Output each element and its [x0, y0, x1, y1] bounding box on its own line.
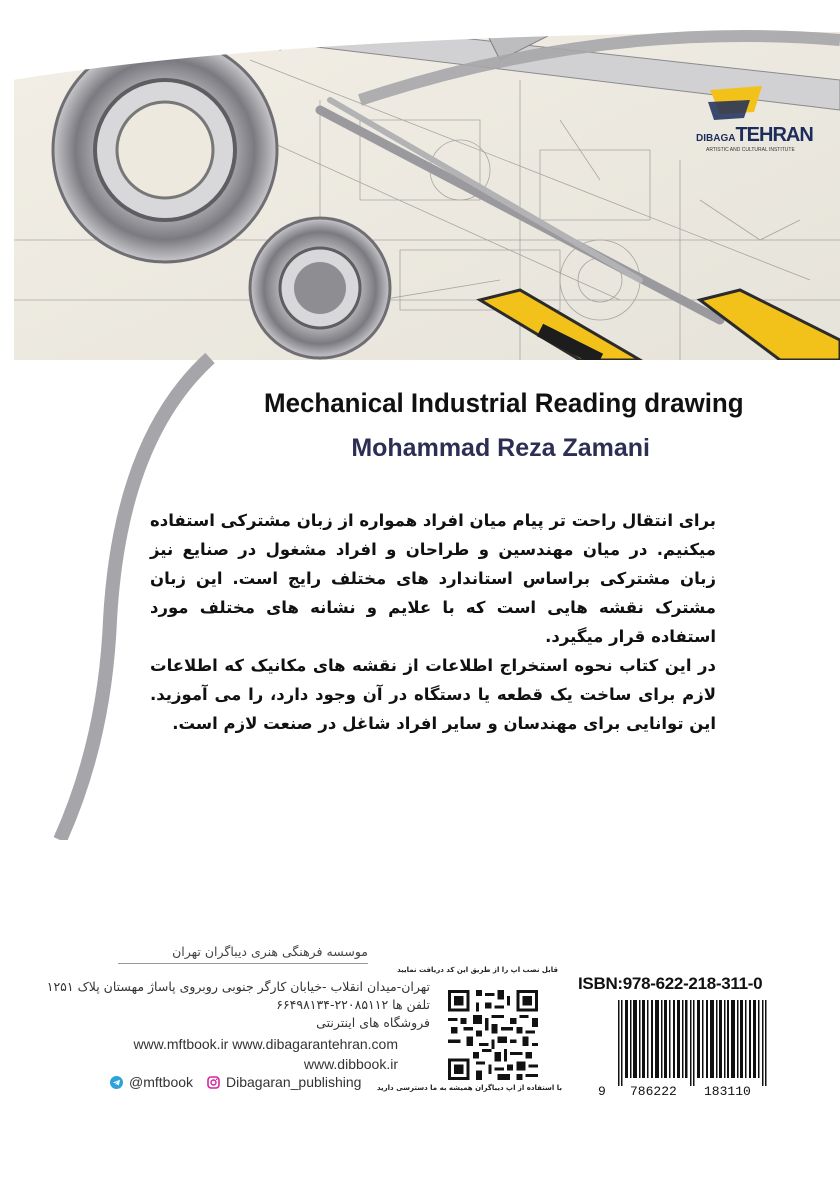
book-title: Mechanical Industrial Reading drawing	[264, 388, 744, 418]
isbn-barcode	[618, 1000, 768, 1086]
online-stores-label: فروشگاه های اینترنتی	[316, 1015, 430, 1030]
publisher-name: موسسه فرهنگی هنری دیباگران تهران	[118, 944, 368, 964]
barcode-digit-first: 9	[598, 1084, 606, 1099]
qr-caption-bottom: با استفاده از اپ دیباگران همیشه به ما دسترسی دارید	[376, 1084, 562, 1092]
qr-code[interactable]	[448, 990, 538, 1080]
publisher-phone: تلفن ها ۲۲۰۸۵۱۱۲-۶۶۴۹۸۱۳۴	[276, 997, 430, 1012]
social-links	[110, 1074, 361, 1090]
qr-caption-top: قابل نصب اپ را از طریق این کد دریافت نمایید	[397, 966, 558, 974]
barcode-digits-left: 786222	[630, 1084, 677, 1099]
cover-illustration	[0, 0, 840, 360]
telegram-icon	[110, 1076, 123, 1089]
barcode-digits-right: 183110	[704, 1084, 751, 1099]
logo-wordmark: DIBAGATEHRAN	[696, 124, 813, 146]
website-links[interactable]: www.mftbook.ir www.dibagarantehran.com	[133, 1036, 398, 1052]
instagram-icon	[207, 1076, 220, 1089]
book-author: Mohammad Reza Zamani	[351, 434, 650, 462]
instagram-handle[interactable]: Dibagaran_publishing	[226, 1074, 362, 1090]
telegram-handle[interactable]: @mftbook	[129, 1074, 194, 1090]
publisher-address: تهران-میدان انقلاب -خیابان کارگر جنوبی روبروی پاساژ مهستان پلاک ۱۲۵۱	[46, 979, 430, 994]
isbn-number: ISBN:978-622-218-311-0	[578, 974, 763, 993]
publisher-contact	[14, 978, 430, 1032]
description-paragraph-2: در این کتاب نحوه استخراج اطلاعات از نقشه های مکانیک که اطلاعات لازم برای ساخت یک قطعه یا دستگاه در آن وجود دارد، را می آموزید. این توانایی برای مهندسان و سایر افراد شاغل در صنعت لازم است.	[150, 656, 716, 733]
description-paragraph-1: برای انتقال راحت تر پیام میان افراد همواره از زبان مشترکی استفاده میکنیم. در میان مهندسین و طراحان و افراد مشغول در صنایع نیز زبان مشترکی براساس استاندارد های مختلف رایج است. این زبان مشترک نقشه هایی است که با علایم و نشانه های مختلف مورد استفاده قرار میگیرد.	[150, 511, 716, 646]
engineering-drawing-photo	[0, 0, 840, 360]
book-description	[150, 506, 716, 738]
website-link-dibbook[interactable]: www.dibbook.ir	[303, 1056, 398, 1072]
logo-subtitle: ARTISTIC AND CULTURAL INSTITUTE	[706, 147, 795, 153]
